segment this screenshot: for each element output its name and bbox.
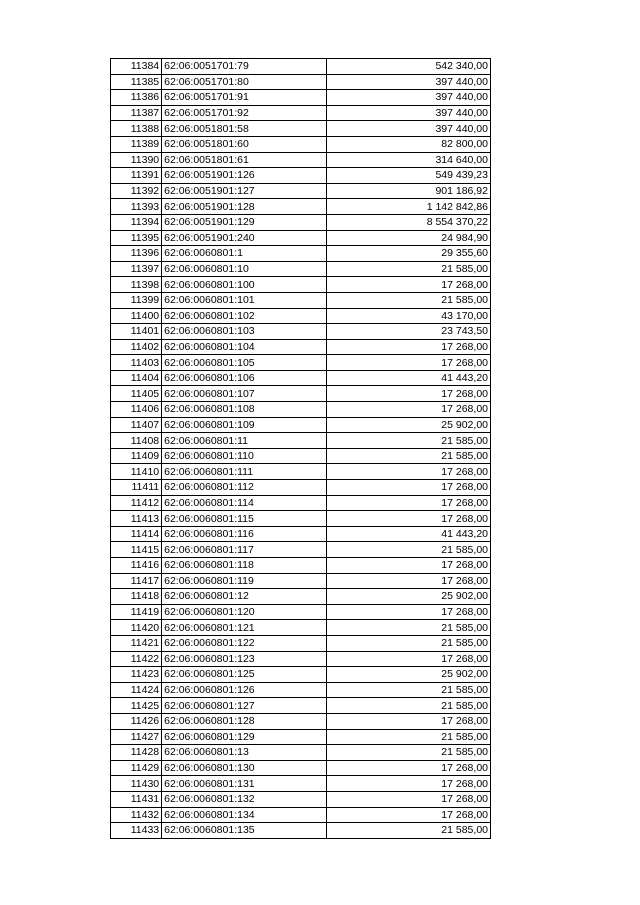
cadastral-number-cell: 62:06:0060801:121: [162, 620, 326, 636]
value-cell: 17 268,00: [326, 464, 490, 480]
row-number-cell: 11394: [111, 214, 162, 230]
table-row: [111, 59, 491, 75]
value-cell: 82 800,00: [326, 136, 490, 152]
row-number-cell: 11395: [111, 230, 162, 246]
value-cell: 1 142 842,86: [326, 199, 490, 215]
cadastral-number-cell: 62:06:0060801:116: [162, 526, 326, 542]
value-cell: 17 268,00: [326, 776, 490, 792]
table-row: [111, 324, 491, 340]
table-row: [111, 823, 491, 839]
value-cell: 23 743,50: [326, 324, 490, 340]
row-number-cell: 11401: [111, 324, 162, 340]
table-body: [111, 59, 491, 839]
cadastral-number-cell: 62:06:0060801:1: [162, 246, 326, 262]
value-cell: 21 585,00: [326, 433, 490, 449]
cadastral-number-cell: 62:06:0060801:109: [162, 417, 326, 433]
value-cell: 17 268,00: [326, 713, 490, 729]
cadastral-number-cell: 62:06:0051701:91: [162, 90, 326, 106]
value-cell: 17 268,00: [326, 339, 490, 355]
row-number-cell: 11389: [111, 136, 162, 152]
row-number-cell: 11407: [111, 417, 162, 433]
row-number-cell: 11397: [111, 261, 162, 277]
row-number-cell: 11386: [111, 90, 162, 106]
cadastral-number-cell: 62:06:0051701:80: [162, 74, 326, 90]
cadastral-number-cell: 62:06:0060801:123: [162, 651, 326, 667]
row-number-cell: 11390: [111, 152, 162, 168]
value-cell: 397 440,00: [326, 121, 490, 137]
row-number-cell: 11399: [111, 292, 162, 308]
row-number-cell: 11415: [111, 542, 162, 558]
row-number-cell: 11413: [111, 511, 162, 527]
row-number-cell: 11411: [111, 480, 162, 496]
table-row: [111, 464, 491, 480]
row-number-cell: 11422: [111, 651, 162, 667]
row-number-cell: 11416: [111, 558, 162, 574]
table-row: [111, 729, 491, 745]
cadastral-number-cell: 62:06:0060801:119: [162, 573, 326, 589]
row-number-cell: 11403: [111, 355, 162, 371]
value-cell: 17 268,00: [326, 480, 490, 496]
row-number-cell: 11424: [111, 682, 162, 698]
value-cell: 21 585,00: [326, 745, 490, 761]
row-number-cell: 11384: [111, 59, 162, 75]
value-cell: 17 268,00: [326, 651, 490, 667]
row-number-cell: 11409: [111, 448, 162, 464]
cadastral-number-cell: 62:06:0060801:134: [162, 807, 326, 823]
table-row: [111, 433, 491, 449]
row-number-cell: 11429: [111, 760, 162, 776]
row-number-cell: 11388: [111, 121, 162, 137]
value-cell: 25 902,00: [326, 667, 490, 683]
cadastral-number-cell: 62:06:0060801:102: [162, 308, 326, 324]
table-row: [111, 791, 491, 807]
row-number-cell: 11400: [111, 308, 162, 324]
cadastral-number-cell: 62:06:0060801:103: [162, 324, 326, 340]
row-number-cell: 11404: [111, 370, 162, 386]
row-number-cell: 11391: [111, 168, 162, 184]
value-cell: 17 268,00: [326, 791, 490, 807]
table-row: [111, 308, 491, 324]
cadastral-number-cell: 62:06:0060801:101: [162, 292, 326, 308]
row-number-cell: 11402: [111, 339, 162, 355]
row-number-cell: 11421: [111, 635, 162, 651]
row-number-cell: 11419: [111, 604, 162, 620]
value-cell: 17 268,00: [326, 402, 490, 418]
table-row: [111, 651, 491, 667]
cadastral-number-cell: 62:06:0051901:128: [162, 199, 326, 215]
table-row: [111, 417, 491, 433]
table-row: [111, 604, 491, 620]
row-number-cell: 11425: [111, 698, 162, 714]
value-cell: 21 585,00: [326, 635, 490, 651]
value-cell: 17 268,00: [326, 807, 490, 823]
table-row: [111, 136, 491, 152]
table-row: [111, 261, 491, 277]
cadastral-number-cell: 62:06:0051701:92: [162, 105, 326, 121]
table-row: [111, 168, 491, 184]
table-row: [111, 105, 491, 121]
table-row: [111, 713, 491, 729]
value-cell: 21 585,00: [326, 448, 490, 464]
value-cell: 17 268,00: [326, 604, 490, 620]
table-row: [111, 199, 491, 215]
table-row: [111, 511, 491, 527]
table-row: [111, 573, 491, 589]
value-cell: 901 186,92: [326, 183, 490, 199]
cadastral-number-cell: 62:06:0060801:100: [162, 277, 326, 293]
value-cell: 21 585,00: [326, 261, 490, 277]
cadastral-number-cell: 62:06:0060801:112: [162, 480, 326, 496]
value-cell: 17 268,00: [326, 558, 490, 574]
cadastral-number-cell: 62:06:0060801:132: [162, 791, 326, 807]
row-number-cell: 11418: [111, 589, 162, 605]
value-cell: 17 268,00: [326, 386, 490, 402]
row-number-cell: 11406: [111, 402, 162, 418]
value-cell: 41 443,20: [326, 526, 490, 542]
table-row: [111, 152, 491, 168]
value-cell: 24 984,90: [326, 230, 490, 246]
cadastral-number-cell: 62:06:0060801:131: [162, 776, 326, 792]
table-row: [111, 230, 491, 246]
cadastral-number-cell: 62:06:0060801:106: [162, 370, 326, 386]
table-row: [111, 370, 491, 386]
row-number-cell: 11432: [111, 807, 162, 823]
value-cell: 29 355,60: [326, 246, 490, 262]
table-row: [111, 495, 491, 511]
row-number-cell: 11385: [111, 74, 162, 90]
row-number-cell: 11414: [111, 526, 162, 542]
table-row: [111, 760, 491, 776]
cadastral-number-cell: 62:06:0060801:105: [162, 355, 326, 371]
table-row: [111, 698, 491, 714]
cadastral-number-cell: 62:06:0060801:115: [162, 511, 326, 527]
value-cell: 25 902,00: [326, 589, 490, 605]
value-cell: 397 440,00: [326, 105, 490, 121]
row-number-cell: 11427: [111, 729, 162, 745]
value-cell: 21 585,00: [326, 292, 490, 308]
cadastral-number-cell: 62:06:0060801:108: [162, 402, 326, 418]
table-row: [111, 90, 491, 106]
table-row: [111, 355, 491, 371]
table-row: [111, 402, 491, 418]
table-row: [111, 74, 491, 90]
value-cell: 397 440,00: [326, 90, 490, 106]
value-cell: 21 585,00: [326, 823, 490, 839]
table-row: [111, 339, 491, 355]
table-row: [111, 558, 491, 574]
value-cell: 21 585,00: [326, 729, 490, 745]
row-number-cell: 11417: [111, 573, 162, 589]
table-row: [111, 776, 491, 792]
table-row: [111, 682, 491, 698]
cadastral-number-cell: 62:06:0060801:10: [162, 261, 326, 277]
row-number-cell: 11398: [111, 277, 162, 293]
cadastral-number-cell: 62:06:0060801:110: [162, 448, 326, 464]
value-cell: 17 268,00: [326, 277, 490, 293]
cadastral-number-cell: 62:06:0060801:125: [162, 667, 326, 683]
row-number-cell: 11420: [111, 620, 162, 636]
value-cell: 8 554 370,22: [326, 214, 490, 230]
table-row: [111, 277, 491, 293]
cadastral-number-cell: 62:06:0060801:127: [162, 698, 326, 714]
table-row: [111, 292, 491, 308]
value-cell: 17 268,00: [326, 355, 490, 371]
value-cell: 21 585,00: [326, 542, 490, 558]
value-cell: 314 640,00: [326, 152, 490, 168]
table-row: [111, 183, 491, 199]
value-cell: 21 585,00: [326, 698, 490, 714]
cadastral-number-cell: 62:06:0051901:240: [162, 230, 326, 246]
row-number-cell: 11430: [111, 776, 162, 792]
value-cell: 17 268,00: [326, 511, 490, 527]
table-row: [111, 667, 491, 683]
value-cell: 17 268,00: [326, 495, 490, 511]
cadastral-number-cell: 62:06:0060801:107: [162, 386, 326, 402]
cadastral-number-cell: 62:06:0060801:126: [162, 682, 326, 698]
value-cell: 21 585,00: [326, 620, 490, 636]
table-row: [111, 542, 491, 558]
table-row: [111, 589, 491, 605]
value-cell: 542 340,00: [326, 59, 490, 75]
cadastral-number-cell: 62:06:0060801:128: [162, 713, 326, 729]
cadastral-number-cell: 62:06:0060801:130: [162, 760, 326, 776]
cadastral-number-cell: 62:06:0060801:118: [162, 558, 326, 574]
cadastral-number-cell: 62:06:0060801:104: [162, 339, 326, 355]
row-number-cell: 11405: [111, 386, 162, 402]
table-row: [111, 526, 491, 542]
table-row: [111, 246, 491, 262]
cadastral-number-cell: 62:06:0060801:13: [162, 745, 326, 761]
cadastral-number-cell: 62:06:0051901:126: [162, 168, 326, 184]
cadastral-number-cell: 62:06:0060801:122: [162, 635, 326, 651]
cadastral-number-cell: 62:06:0051801:58: [162, 121, 326, 137]
cadastral-number-cell: 62:06:0060801:11: [162, 433, 326, 449]
row-number-cell: 11396: [111, 246, 162, 262]
row-number-cell: 11408: [111, 433, 162, 449]
row-number-cell: 11423: [111, 667, 162, 683]
row-number-cell: 11431: [111, 791, 162, 807]
cadastral-number-cell: 62:06:0060801:12: [162, 589, 326, 605]
value-cell: 549 439,23: [326, 168, 490, 184]
cadastral-number-cell: 62:06:0060801:111: [162, 464, 326, 480]
row-number-cell: 11428: [111, 745, 162, 761]
row-number-cell: 11412: [111, 495, 162, 511]
table-row: [111, 745, 491, 761]
row-number-cell: 11393: [111, 199, 162, 215]
cadastral-number-cell: 62:06:0051701:79: [162, 59, 326, 75]
cadastral-value-table: [110, 58, 491, 839]
table-row: [111, 121, 491, 137]
cadastral-number-cell: 62:06:0060801:120: [162, 604, 326, 620]
value-cell: 21 585,00: [326, 682, 490, 698]
value-cell: 397 440,00: [326, 74, 490, 90]
table-row: [111, 480, 491, 496]
row-number-cell: 11392: [111, 183, 162, 199]
value-cell: 41 443,20: [326, 370, 490, 386]
value-cell: 43 170,00: [326, 308, 490, 324]
table-row: [111, 448, 491, 464]
cadastral-number-cell: 62:06:0060801:117: [162, 542, 326, 558]
cadastral-number-cell: 62:06:0051901:129: [162, 214, 326, 230]
cadastral-number-cell: 62:06:0060801:114: [162, 495, 326, 511]
cadastral-number-cell: 62:06:0060801:135: [162, 823, 326, 839]
cadastral-number-cell: 62:06:0051901:127: [162, 183, 326, 199]
table-row: [111, 807, 491, 823]
cadastral-number-cell: 62:06:0051801:61: [162, 152, 326, 168]
cadastral-number-cell: 62:06:0060801:129: [162, 729, 326, 745]
table-row: [111, 214, 491, 230]
row-number-cell: 11426: [111, 713, 162, 729]
table-row: [111, 620, 491, 636]
value-cell: 17 268,00: [326, 573, 490, 589]
table-row: [111, 386, 491, 402]
cadastral-number-cell: 62:06:0051801:60: [162, 136, 326, 152]
value-cell: 17 268,00: [326, 760, 490, 776]
row-number-cell: 11410: [111, 464, 162, 480]
table-row: [111, 635, 491, 651]
value-cell: 25 902,00: [326, 417, 490, 433]
row-number-cell: 11433: [111, 823, 162, 839]
row-number-cell: 11387: [111, 105, 162, 121]
